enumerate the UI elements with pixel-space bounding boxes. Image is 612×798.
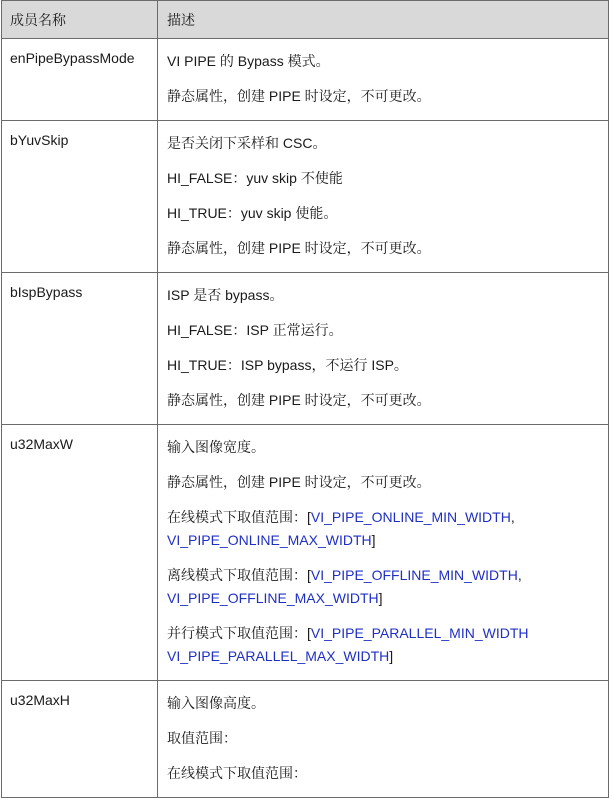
description-line: 是否关闭下采样和 CSC。: [167, 135, 327, 151]
description-line: HI_TRUE：yuv skip 使能。: [167, 205, 338, 221]
table-row: [2, 273, 609, 425]
member-table: [1, 0, 609, 798]
range-max-link[interactable]: VI_PIPE_ONLINE_MAX_WIDTH: [167, 532, 372, 548]
range-max-link[interactable]: VI_PIPE_OFFLINE_MAX_WIDTH: [167, 590, 379, 606]
description-line: 输入图像高度。: [167, 695, 265, 711]
description-line: HI_FALSE：ISP 正常运行。: [167, 322, 343, 338]
description-line: HI_TRUE：ISP bypass，不运行 ISP。: [167, 357, 408, 373]
description-line: 静态属性，创建 PIPE 时设定，不可更改。: [167, 240, 431, 256]
table-row: [2, 425, 609, 681]
member-name: u32MaxH: [2, 681, 158, 798]
header-member-name: 成员名称: [2, 1, 158, 39]
member-name: u32MaxW: [2, 425, 158, 681]
member-description: [158, 39, 609, 121]
table-row: [2, 681, 609, 798]
member-description: [158, 121, 609, 273]
range-separator: ,: [510, 509, 515, 525]
description-line: VI PIPE 的 Bypass 模式。: [167, 53, 330, 69]
range-separator: ,: [517, 567, 522, 583]
table-header-row: [2, 1, 609, 39]
member-name: bIspBypass: [2, 273, 158, 425]
member-description: [158, 681, 609, 798]
range-min-link[interactable]: VI_PIPE_OFFLINE_MIN_WIDTH: [310, 567, 518, 583]
member-description: [158, 425, 609, 681]
range-line: [167, 564, 600, 610]
range-line: [167, 506, 600, 552]
description-line: HI_FALSE：yuv skip 不使能: [167, 170, 343, 186]
description-line: 取值范围：: [167, 730, 237, 746]
range-min-link[interactable]: VI_PIPE_ONLINE_MIN_WIDTH: [310, 509, 511, 525]
member-name: bYuvSkip: [2, 121, 158, 273]
range-line: [167, 622, 600, 668]
range-prefix: 并行模式下取值范围：[: [167, 625, 311, 641]
table-row: [2, 39, 609, 121]
header-description: 描述: [158, 1, 609, 39]
range-suffix: ]: [378, 590, 383, 606]
description-line: 静态属性，创建 PIPE 时设定，不可更改。: [167, 392, 431, 408]
range-suffix: ]: [389, 648, 394, 664]
description-line: 在线模式下取值范围：: [167, 765, 307, 781]
description-line: 输入图像宽度。: [167, 439, 265, 455]
description-line: 静态属性，创建 PIPE 时设定，不可更改。: [167, 474, 431, 490]
description-line: ISP 是否 bypass。: [167, 287, 284, 303]
range-max-link[interactable]: VI_PIPE_PARALLEL_MAX_WIDTH: [167, 648, 390, 664]
range-min-link[interactable]: VI_PIPE_PARALLEL_MIN_WIDTH: [310, 625, 529, 641]
member-description: [158, 273, 609, 425]
member-name: enPipeBypassMode: [2, 39, 158, 121]
range-suffix: ]: [371, 532, 376, 548]
range-prefix: 离线模式下取值范围：[: [167, 567, 311, 583]
table-row: [2, 121, 609, 273]
description-line: 静态属性，创建 PIPE 时设定，不可更改。: [167, 88, 431, 104]
range-prefix: 在线模式下取值范围：[: [167, 509, 311, 525]
